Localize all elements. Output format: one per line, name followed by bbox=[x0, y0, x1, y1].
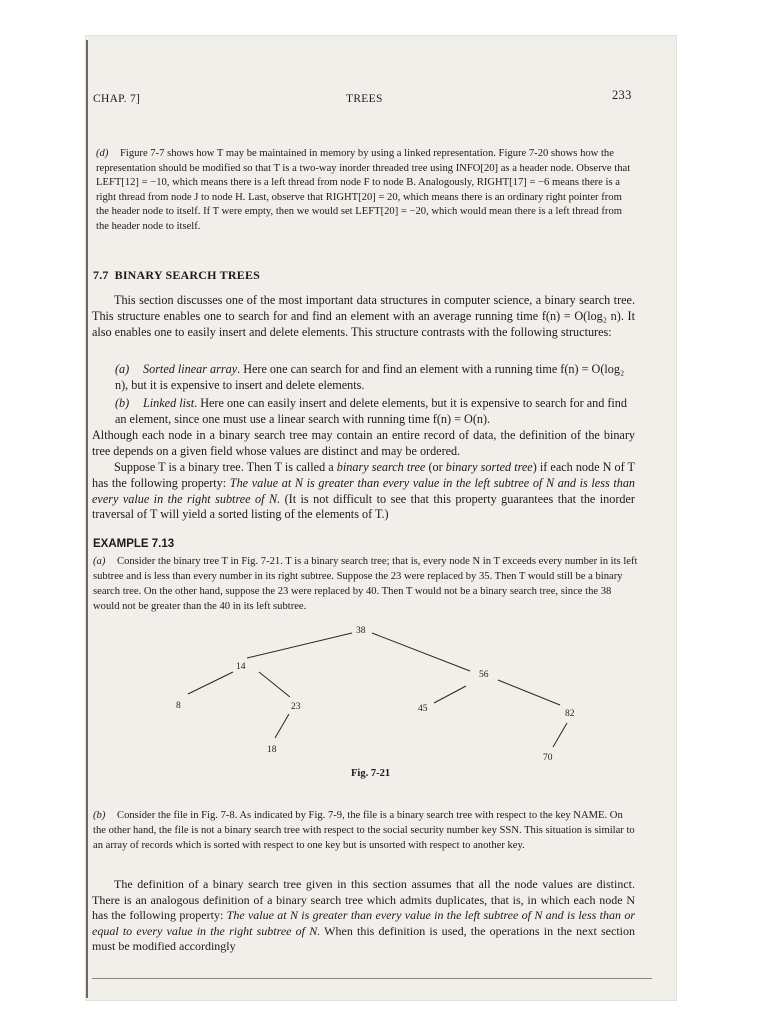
left-margin-rule bbox=[86, 40, 88, 998]
record-paragraph: Although each node in a binary search tree may contain an entire record of data, the definition of the binary tree depends on a given field whose values are distinct and may be ordered. bbox=[92, 428, 635, 458]
term-binary-sorted-tree: binary sorted tree bbox=[445, 460, 533, 474]
duplicates-lead: The definition of a binary search tree given in this section assumes that all the node values are distinct. There is an analogous definition of a binary search tree which admits duplicates, that is, in which each node N has the following property: bbox=[92, 877, 635, 923]
duplicates-paragraph bbox=[92, 877, 635, 955]
tree-node: 23 bbox=[291, 702, 301, 712]
tree-node: 56 bbox=[479, 670, 489, 680]
running-header-chapter: CHAP. 7] bbox=[93, 93, 141, 105]
example-part-b bbox=[93, 808, 638, 853]
definition-property: The value at N is greater than every value in the left subtree of N and is less than every value in the right subtree of N. bbox=[92, 475, 636, 506]
example-b-text: Consider the file in Fig. 7-8. As indicated by Fig. 7-9, the file is a binary search tree with respect to the key NAME. On the other hand, the file is not a binary search tree with respect to the social security number key SSN. This situation is similar to an array of records which is sorted with respect to one key but is unsorted with respect to another key. bbox=[93, 810, 635, 851]
list-item-text: . Here one can search for and find an element with a running time f(n) = O(log₂ n), but it is expensive to insert and delete elements. bbox=[115, 362, 625, 392]
intro-paragraph: This section discusses one of the most important data structures in computer science, a binary search tree. This structure enables one to search for and find an element with an average running time f(n) = O(log₂ n). It also enables one to easily insert and delete elements. This structure contrasts with the following structures: bbox=[92, 293, 635, 339]
figure-caption: Fig. 7-21 bbox=[351, 768, 391, 779]
section-title: BINARY SEARCH TREES bbox=[114, 268, 261, 282]
tree-node: 38 bbox=[356, 626, 366, 636]
example-heading: EXAMPLE 7.13 bbox=[93, 538, 175, 550]
page-number: 233 bbox=[612, 88, 632, 102]
paragraph-d bbox=[96, 147, 636, 235]
running-header-title: TREES bbox=[346, 93, 383, 105]
tree-node: 45 bbox=[418, 704, 428, 714]
list-item-tag: (a) bbox=[115, 362, 130, 376]
list-item bbox=[115, 362, 635, 394]
tree-node: 14 bbox=[236, 662, 246, 672]
list-item-term: Linked list bbox=[143, 396, 195, 410]
definition-paragraph bbox=[92, 460, 635, 523]
duplicates-property: The value at N is greater than every value in the left subtree of N and is less than or equal to every value in the right subtree of N. bbox=[92, 908, 635, 938]
definition-tail: (It is not difficult to see that this property guarantees that the inorder traversal of T will yield a sorted listing of the elements of T.) bbox=[92, 491, 635, 522]
list-item-term: Sorted linear array bbox=[143, 362, 238, 376]
paragraph-d-text: Figure 7-7 shows how T may be maintained in memory by using a linked representation. Figure 7-20 shows how the representation should be modified so that T is a two-way inorder threaded tree using INFO[20] as a header node. Observe that LEFT[12] = −10, which means there is a left thread from node F to node B. Analogously, RIGHT[17] = −6 means there is a right thread from node J to node H. Last, observe that RIGHT[20] = 20, which means there is an ordinary right pointer from the header node to itself. If T were empty, then we would set LEFT[20] = −20, which would mean there is a left thread from the header node to itself. bbox=[96, 148, 631, 232]
term-binary-search-tree: binary search tree bbox=[336, 460, 426, 474]
example-part-a bbox=[93, 554, 638, 614]
list-item-tag: (b) bbox=[115, 396, 130, 410]
example-b-tag: (b) bbox=[93, 810, 106, 821]
tree-node: 82 bbox=[565, 709, 575, 719]
list-item bbox=[115, 396, 635, 428]
definition-lead: Suppose T is a binary tree. Then T is called a bbox=[114, 460, 337, 474]
definition-mid: (or bbox=[425, 460, 446, 474]
paragraph-d-tag: (d) bbox=[96, 148, 109, 159]
duplicates-tail: When this definition is used, the operations in the next section must be modified accordingly bbox=[92, 923, 635, 954]
definition-after: ) if each node N of T has the following property: bbox=[92, 460, 635, 490]
list-item-text: . Here one can easily insert and delete elements, but it is expensive to search for and find an element, since one must use a linear search with running time f(n) = O(n). bbox=[115, 396, 627, 426]
section-number: 7.7 bbox=[93, 268, 109, 282]
section-heading bbox=[93, 268, 260, 283]
example-a-tag: (a) bbox=[93, 556, 106, 567]
tree-node: 70 bbox=[543, 753, 553, 763]
bottom-rule bbox=[92, 978, 652, 979]
tree-node: 18 bbox=[267, 745, 277, 755]
example-a-text: Consider the binary tree T in Fig. 7-21. T is a binary search tree; that is, every node N in T exceeds every number in its left subtree and is less than every number in its right subtree. Suppose the 23 were replaced by 35. Then T would still be a binary search tree. On the other hand, suppose the 23 were replaced by 40. Then T would not be a binary search tree, since the 38 would not be greater than the 40 in its left subtree. bbox=[93, 556, 638, 612]
tree-node: 8 bbox=[176, 701, 181, 711]
